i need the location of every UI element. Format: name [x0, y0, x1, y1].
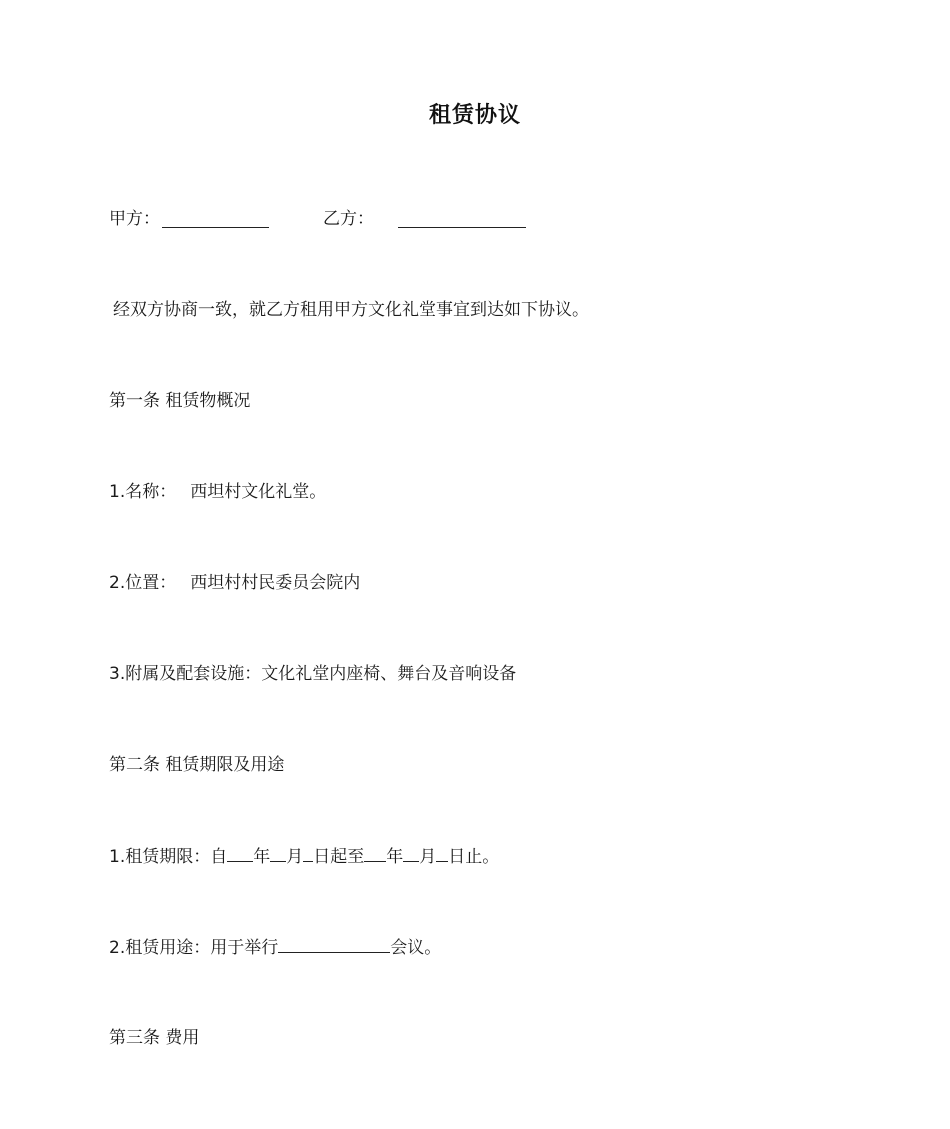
item-2-label: 2.位置：: [109, 573, 177, 593]
party-b-blank: [398, 211, 526, 228]
month-label: 月: [286, 847, 304, 867]
term-prefix: 1.租赁期限：自: [109, 847, 228, 867]
article-1-heading: 第一条 租赁物概况: [109, 391, 251, 411]
party-a-label: 甲方：: [109, 209, 160, 229]
end-month-blank: [403, 845, 419, 862]
article-2-item-1-term: [109, 845, 499, 868]
item-2-value: 西坦村村民委员会院内: [190, 573, 361, 593]
end-year-blank: [364, 845, 386, 862]
day-start-label: 日起至: [313, 847, 365, 867]
end-day-blank: [436, 845, 448, 862]
article-1-item-1: [109, 481, 326, 503]
meeting-blank: [278, 936, 390, 953]
month-label-2: 月: [419, 847, 437, 867]
article-1-item-2: [109, 572, 360, 594]
parties-line: [109, 208, 526, 230]
party-a-blank: [162, 211, 269, 228]
article-2-heading: 第二条 租赁期限及用途: [109, 755, 285, 775]
party-b-label: 乙方：: [323, 209, 374, 229]
article-1-item-3: 3.附属及配套设施：文化礼堂内座椅、舞台及音响设备: [109, 664, 517, 684]
item-1-value: 西坦村文化礼堂。: [190, 482, 327, 502]
start-year-blank: [227, 845, 253, 862]
start-day-blank: [303, 845, 313, 862]
purpose-suffix: 会议。: [390, 938, 442, 958]
start-month-blank: [270, 845, 286, 862]
day-end-label: 日止。: [448, 847, 500, 867]
year-label: 年: [253, 847, 271, 867]
article-2-item-2-purpose: [109, 936, 441, 959]
year-label-2: 年: [386, 847, 404, 867]
item-1-label: 1.名称：: [109, 482, 177, 502]
article-3-heading: 第三条 费用: [109, 1028, 200, 1048]
intro-paragraph: 经双方协商一致，就乙方租用甲方文化礼堂事宜到达如下协议。: [113, 300, 589, 320]
document-title: 租赁协议: [428, 103, 521, 128]
purpose-prefix: 2.租赁用途：用于举行: [109, 938, 279, 958]
